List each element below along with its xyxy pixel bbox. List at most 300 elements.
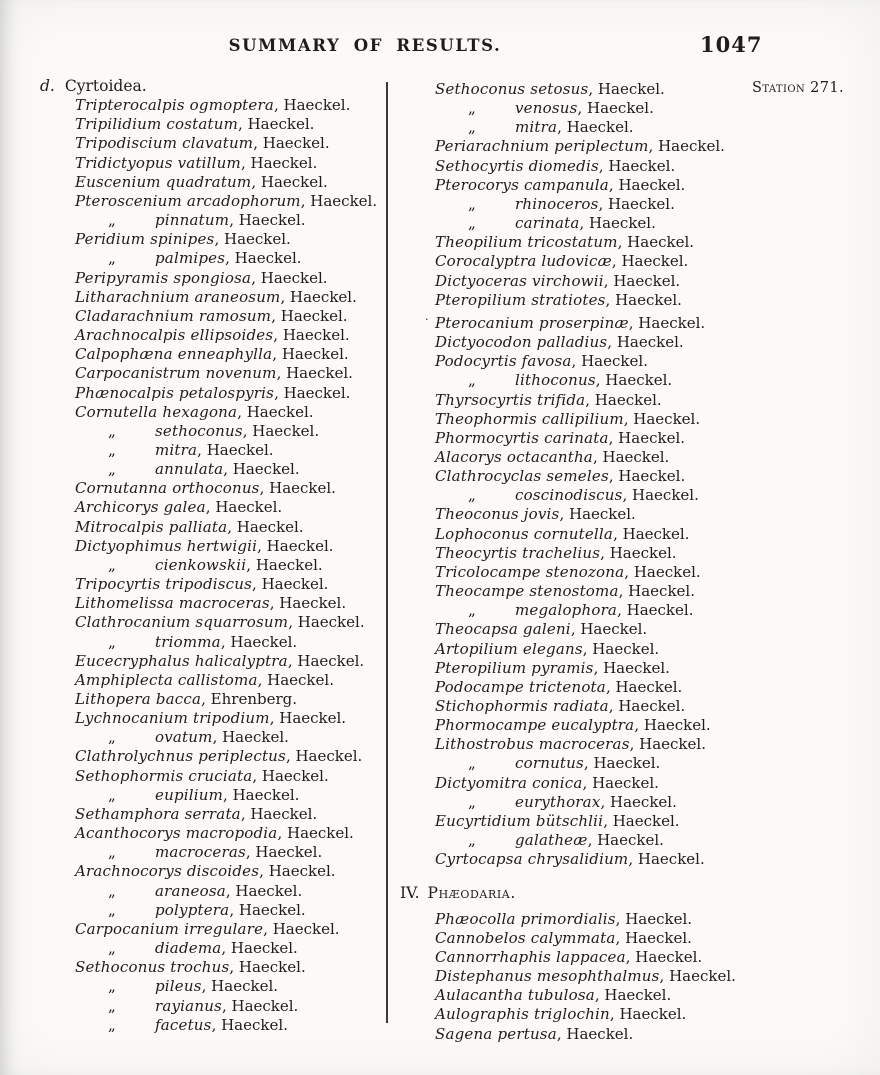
species-name: Lophoconus cornutella bbox=[435, 524, 614, 543]
species-name: araneosa bbox=[155, 881, 226, 900]
species-entry bbox=[400, 429, 800, 448]
species-name: Eucyrtidium bütschlii bbox=[435, 811, 604, 830]
species-name: Clathrocyclas semeles bbox=[435, 467, 609, 486]
species-entry bbox=[40, 173, 385, 192]
section-numeral: IV. bbox=[400, 884, 420, 903]
species-author: , Haeckel. bbox=[287, 651, 365, 670]
species-name: Tripterocalpis ogmoptera bbox=[75, 96, 274, 115]
species-entry bbox=[400, 505, 800, 524]
species-author: , Haeckel. bbox=[659, 967, 736, 986]
species-author: , Haeckel. bbox=[579, 214, 656, 233]
ditto-mark: „ bbox=[108, 249, 116, 268]
species-entry bbox=[40, 192, 385, 211]
species-entry bbox=[40, 671, 385, 690]
ditto-mark: „ bbox=[108, 728, 116, 747]
species-name: galatheæ bbox=[515, 831, 588, 850]
species-author: , Haeckel. bbox=[229, 958, 306, 977]
species-author: , Haeckel. bbox=[237, 402, 314, 421]
species-author: , Haeckel. bbox=[271, 306, 348, 325]
species-name: Arachnocalpis ellipsoides bbox=[75, 326, 274, 345]
species-entry bbox=[400, 252, 800, 271]
species-entry bbox=[40, 518, 385, 537]
species-author: , Haeckel. bbox=[624, 562, 701, 581]
species-entry bbox=[400, 80, 800, 99]
species-entry bbox=[400, 659, 800, 678]
species-name: Pteropilium pyramis bbox=[435, 658, 594, 677]
species-entry bbox=[400, 986, 800, 1005]
species-author: , Haeckel. bbox=[240, 153, 318, 172]
species-author: , Haeckel. bbox=[251, 268, 328, 287]
species-author: , Haeckel. bbox=[242, 421, 320, 440]
species-name: Lithomelissa macroceras bbox=[75, 594, 270, 613]
species-author: , Haeckel. bbox=[559, 505, 636, 524]
species-author: , Haeckel. bbox=[197, 440, 274, 459]
ditto-mark: „ bbox=[108, 421, 116, 440]
ditto-mark: „ bbox=[468, 754, 476, 773]
species-name: lithoconus bbox=[515, 371, 596, 390]
species-author: , Haeckel. bbox=[593, 658, 670, 677]
species-entry bbox=[400, 967, 800, 986]
species-author: , Haeckel. bbox=[629, 735, 706, 754]
species-entry bbox=[40, 767, 385, 786]
ditto-mark: „ bbox=[468, 831, 476, 850]
species-name: Podocyrtis favosa bbox=[435, 352, 572, 371]
species-name: Sagena pertusa bbox=[435, 1024, 557, 1043]
species-author: , Haeckel. bbox=[246, 555, 323, 574]
species-name: polyptera bbox=[155, 900, 230, 919]
species-entry bbox=[400, 176, 800, 195]
species-name: Cannobelos calymmata bbox=[435, 928, 616, 947]
species-entry bbox=[400, 272, 800, 291]
ditto-mark: „ bbox=[108, 939, 116, 958]
species-author: , Haeckel. bbox=[618, 582, 695, 601]
species-author: , Haeckel. bbox=[274, 96, 351, 115]
species-name: Stichophormis radiata bbox=[435, 697, 609, 715]
species-name: Lychnocanium tripodium bbox=[75, 709, 270, 728]
species-author: , Haeckel. bbox=[598, 156, 676, 175]
species-author: , Haeckel. bbox=[607, 333, 684, 352]
species-author: , Haeckel. bbox=[628, 850, 705, 869]
species-name: Phormocyrtis carinata bbox=[435, 428, 609, 447]
species-name: Theocampe stenostoma bbox=[435, 582, 619, 601]
species-author: , Haeckel. bbox=[594, 986, 672, 1005]
species-name: Clathrolychnus periplectus bbox=[75, 747, 286, 766]
ditto-mark: „ bbox=[108, 440, 116, 459]
species-name: Tridictyopus vatillum bbox=[75, 153, 241, 172]
species-name: pileus bbox=[155, 977, 202, 996]
species-author: , Haeckel. bbox=[269, 709, 347, 728]
species-name: Theocapsa galeni bbox=[435, 620, 571, 639]
species-author: , Haeckel. bbox=[257, 670, 334, 689]
species-entry bbox=[40, 977, 385, 996]
species-name: Alacorys octacantha bbox=[435, 447, 593, 466]
section-heading-cyrtoidea bbox=[40, 77, 385, 96]
species-name: annulata bbox=[155, 460, 224, 479]
species-entry bbox=[400, 467, 800, 486]
page-header-title: SUMMARY OF RESULTS. bbox=[228, 36, 502, 55]
species-author: , Haeckel. bbox=[263, 919, 340, 938]
section-title: Phæodaria. bbox=[427, 884, 516, 903]
species-name: Aulographis triglochin bbox=[435, 1005, 610, 1024]
species-name: Dictyomitra conica bbox=[435, 773, 583, 792]
ditto-mark: „ bbox=[108, 460, 116, 479]
species-author: , Haeckel. bbox=[582, 773, 659, 792]
species-name: Pterocorys campanula bbox=[435, 175, 609, 194]
species-entry bbox=[400, 391, 800, 410]
species-author: , Haeckel. bbox=[557, 118, 634, 137]
species-entry bbox=[40, 920, 385, 939]
species-entry bbox=[40, 249, 385, 268]
species-author: , Haeckel. bbox=[276, 364, 353, 383]
species-author: , Haeckel. bbox=[223, 460, 300, 479]
species-author: , Haeckel. bbox=[615, 928, 692, 947]
species-author: , Haeckel. bbox=[225, 249, 302, 268]
species-entry bbox=[40, 633, 385, 652]
species-entry bbox=[400, 195, 800, 214]
species-entry bbox=[40, 997, 385, 1016]
species-entry bbox=[40, 211, 385, 230]
species-entry bbox=[400, 774, 800, 793]
species-name: Pteroscenium arcadophorum bbox=[75, 191, 301, 210]
species-name: ovatum bbox=[155, 728, 213, 747]
species-name: Cornutella hexagona bbox=[75, 402, 238, 421]
species-name: rayianus bbox=[155, 996, 222, 1015]
species-entry bbox=[400, 99, 800, 118]
ditto-mark: „ bbox=[468, 601, 476, 620]
species-name: Theopilium tricostatum bbox=[435, 233, 618, 252]
species-author: , Haeckel. bbox=[300, 191, 378, 210]
species-entry bbox=[40, 556, 385, 575]
species-entry bbox=[400, 697, 800, 716]
ditto-mark: „ bbox=[108, 1015, 116, 1034]
species-name: Cannorrhaphis lappacea bbox=[435, 947, 626, 966]
species-entry bbox=[400, 310, 800, 333]
species-author: , Haeckel. bbox=[608, 428, 686, 447]
species-author: , Haeckel. bbox=[582, 639, 660, 658]
species-name: eupilium bbox=[155, 785, 224, 804]
species-entry bbox=[40, 843, 385, 862]
ditto-mark: „ bbox=[108, 632, 116, 651]
species-author: , Haeckel. bbox=[238, 115, 315, 134]
species-entry bbox=[40, 652, 385, 671]
species-entry bbox=[40, 882, 385, 901]
species-author: , Haeckel. bbox=[605, 290, 682, 309]
species-name: Arachnocorys discoides bbox=[75, 862, 260, 881]
species-entry bbox=[400, 352, 800, 371]
species-entry bbox=[40, 345, 385, 364]
species-entry bbox=[40, 901, 385, 920]
ditto-mark: „ bbox=[108, 996, 116, 1015]
species-name: Pteropilium stratiotes bbox=[435, 290, 606, 309]
species-name: Lithopera bacca bbox=[75, 690, 202, 708]
ditto-mark: „ bbox=[468, 792, 476, 811]
ditto-mark: „ bbox=[468, 118, 476, 137]
species-entry bbox=[400, 1005, 800, 1024]
species-entry bbox=[400, 601, 800, 620]
species-author: , Haeckel. bbox=[605, 677, 683, 696]
ditto-mark: „ bbox=[108, 881, 116, 900]
species-name: Lithostrobus macroceras bbox=[435, 735, 630, 754]
species-entry bbox=[40, 269, 385, 288]
species-entry bbox=[40, 537, 385, 556]
species-name: pinnatum bbox=[155, 211, 230, 230]
ditto-mark: „ bbox=[108, 843, 116, 862]
species-author: , Haeckel. bbox=[625, 947, 703, 966]
species-name: Cornutanna orthoconus bbox=[75, 479, 260, 498]
species-name: megalophora bbox=[515, 601, 618, 620]
species-author: , Haeckel. bbox=[577, 99, 654, 118]
species-name: Corocalyptra ludovicæ bbox=[435, 252, 612, 271]
species-name: Litharachnium araneosum bbox=[75, 287, 281, 306]
species-entry bbox=[40, 422, 385, 441]
species-name: Clathrocanium squarrosum bbox=[75, 613, 289, 632]
species-author: , Haeckel. bbox=[251, 172, 328, 191]
species-name: Carpocanistrum novenum bbox=[75, 364, 277, 383]
species-entry bbox=[40, 805, 385, 824]
species-entry bbox=[400, 948, 800, 967]
species-name: palmipes bbox=[155, 249, 226, 268]
left-column bbox=[40, 77, 385, 1035]
species-entry bbox=[400, 410, 800, 429]
species-author: , Haeckel. bbox=[277, 824, 354, 843]
species-author: , Haeckel. bbox=[269, 594, 347, 613]
species-entry bbox=[40, 498, 385, 517]
species-author: , Haeckel. bbox=[570, 620, 648, 639]
species-name: Tripodiscium clavatum bbox=[75, 134, 254, 153]
species-entry bbox=[400, 929, 800, 948]
species-author: , Haeckel. bbox=[585, 390, 662, 409]
species-entry bbox=[400, 1025, 800, 1044]
species-name: Cladarachnium ramosum bbox=[75, 306, 272, 325]
ditto-mark: „ bbox=[468, 486, 476, 505]
ditto-mark: „ bbox=[108, 785, 116, 804]
right-column bbox=[400, 80, 800, 1044]
species-entry bbox=[400, 291, 800, 310]
species-entry bbox=[400, 137, 800, 156]
species-author: , Haeckel. bbox=[592, 447, 670, 466]
species-name: rhinoceros bbox=[515, 194, 599, 213]
species-entry bbox=[400, 620, 800, 639]
species-name: venosus bbox=[515, 99, 578, 118]
species-author: , Haeckel. bbox=[257, 536, 334, 555]
station-margin-note: Station 271. bbox=[752, 80, 844, 96]
species-list-left bbox=[40, 96, 385, 1035]
species-entry bbox=[40, 747, 385, 766]
species-entry bbox=[40, 154, 385, 173]
species-author: , Haeckel. bbox=[634, 716, 711, 735]
species-entry bbox=[40, 326, 385, 345]
species-name: triomma bbox=[155, 632, 221, 651]
species-name: Theophormis callipilium bbox=[435, 409, 624, 428]
species-entry bbox=[400, 640, 800, 659]
species-author: , Haeckel. bbox=[587, 831, 664, 850]
species-author: , Haeckel. bbox=[556, 1024, 634, 1043]
species-name: Carpocanium irregulare bbox=[75, 919, 264, 938]
species-entry bbox=[400, 716, 800, 735]
species-entry bbox=[400, 333, 800, 352]
ditto-mark: „ bbox=[468, 99, 476, 118]
species-entry bbox=[40, 307, 385, 326]
species-author: , Haeckel. bbox=[617, 233, 695, 252]
species-author: , Ehrenberg. bbox=[201, 690, 298, 708]
species-entry bbox=[40, 403, 385, 422]
species-author: , Haeckel. bbox=[240, 804, 318, 823]
species-name: Peridium spinipes bbox=[75, 230, 215, 249]
species-entry bbox=[400, 525, 800, 544]
species-author: , Haeckel. bbox=[598, 194, 675, 213]
species-name: Cyrtocapsa chrysalidium bbox=[435, 850, 629, 869]
species-name: Tricolocampe stenozona bbox=[435, 562, 625, 581]
species-entry bbox=[400, 544, 800, 563]
species-entry bbox=[40, 460, 385, 479]
species-name: Theocyrtis trachelius bbox=[435, 543, 601, 562]
species-name: Sethophormis cruciata bbox=[75, 766, 253, 785]
species-name: Thyrsocyrtis trifida bbox=[435, 390, 586, 409]
species-author: , Haeckel. bbox=[253, 134, 330, 153]
species-author: , Haeckel. bbox=[623, 409, 701, 428]
species-name: mitra bbox=[515, 118, 558, 137]
species-entry bbox=[400, 448, 800, 467]
section-heading-phaeodaria bbox=[400, 884, 800, 903]
species-author: , Haeckel. bbox=[609, 1005, 687, 1024]
ditto-mark: „ bbox=[108, 211, 116, 230]
species-name: macroceras bbox=[155, 843, 246, 862]
species-entry bbox=[40, 364, 385, 383]
species-entry bbox=[40, 230, 385, 249]
species-author: , Haeckel. bbox=[201, 977, 279, 996]
species-name: Phormocampe eucalyptra bbox=[435, 716, 635, 735]
species-entry bbox=[40, 862, 385, 881]
species-name: Dictyocodon palladius bbox=[435, 333, 608, 352]
species-entry bbox=[400, 582, 800, 601]
species-author: , Haeckel. bbox=[617, 601, 694, 620]
species-author: , Haeckel. bbox=[274, 383, 351, 402]
species-author: , Haeckel. bbox=[608, 175, 686, 194]
species-name: Archicorys galea bbox=[75, 498, 206, 517]
species-name: Dictyoceras virchowii bbox=[435, 271, 604, 290]
species-author: , Haeckel. bbox=[595, 371, 673, 390]
species-name: Eucecryphalus halicalyptra bbox=[75, 651, 288, 670]
species-entry bbox=[40, 115, 385, 134]
species-entry bbox=[400, 910, 800, 929]
species-name: Sethoconus setosus bbox=[435, 80, 589, 98]
section-title: Cyrtoidea. bbox=[64, 77, 147, 95]
species-entry bbox=[400, 735, 800, 754]
species-author: , Haeckel. bbox=[600, 792, 677, 811]
species-author: , Haeckel. bbox=[285, 747, 363, 766]
species-author: , Haeckel. bbox=[225, 881, 303, 900]
species-author: , Haeckel. bbox=[648, 137, 725, 156]
ditto-mark: „ bbox=[108, 900, 116, 919]
species-entry bbox=[40, 728, 385, 747]
species-entry bbox=[400, 754, 800, 773]
species-author: , Haeckel. bbox=[229, 900, 306, 919]
species-name: Sethocyrtis diomedis bbox=[435, 156, 599, 175]
species-name: Artopilium elegans bbox=[435, 639, 583, 658]
species-name: Podocampe trictenota bbox=[435, 677, 606, 696]
species-name: Mitrocalpis palliata bbox=[75, 517, 228, 536]
species-name: eurythorax bbox=[515, 792, 601, 811]
species-entry bbox=[400, 371, 800, 390]
species-name: carinata bbox=[515, 214, 580, 233]
ditto-mark: „ bbox=[468, 194, 476, 213]
species-name: cornutus bbox=[515, 754, 584, 773]
species-name: Distephanus mesophthalmus bbox=[435, 967, 660, 986]
species-entry bbox=[40, 594, 385, 613]
species-entry bbox=[40, 96, 385, 115]
species-entry bbox=[400, 118, 800, 137]
species-name: Phænocalpis petalospyris bbox=[75, 383, 275, 402]
species-name: Phæocolla primordialis bbox=[435, 909, 616, 928]
species-author: , Haeckel. bbox=[221, 996, 299, 1015]
species-author: , Haeckel. bbox=[280, 287, 357, 306]
species-author: , Haeckel. bbox=[600, 543, 677, 562]
species-entry bbox=[40, 441, 385, 460]
species-author: , Haeckel. bbox=[613, 524, 690, 543]
species-name: Amphiplecta callistoma bbox=[75, 670, 258, 689]
species-name: Euscenium quadratum bbox=[75, 172, 252, 191]
species-entry bbox=[400, 486, 800, 505]
species-author: , Haeckel. bbox=[628, 313, 706, 332]
species-name: diadema bbox=[155, 939, 222, 958]
species-entry bbox=[400, 157, 800, 176]
species-author: , Haeckel. bbox=[227, 517, 304, 536]
species-author: , Haeckel. bbox=[273, 326, 350, 345]
species-entry bbox=[40, 1016, 385, 1035]
species-author: , Haeckel. bbox=[571, 352, 648, 371]
species-entry bbox=[40, 575, 385, 594]
species-entry bbox=[40, 134, 385, 153]
column-divider-rule bbox=[386, 82, 388, 1023]
species-name: cienkowskii bbox=[155, 555, 247, 574]
species-name: sethoconus bbox=[155, 421, 243, 440]
species-name: Theoconus jovis bbox=[435, 505, 560, 524]
species-list-right bbox=[400, 80, 800, 869]
species-entry bbox=[40, 786, 385, 805]
species-name: Sethamphora serrata bbox=[75, 804, 241, 823]
species-list-phaeodaria bbox=[400, 910, 800, 1044]
species-name: Tripocyrtis tripodiscus bbox=[75, 575, 253, 594]
species-entry bbox=[400, 812, 800, 831]
species-name: facetus bbox=[155, 1015, 212, 1034]
species-entry bbox=[400, 793, 800, 812]
species-name: Acanthocorys macropodia bbox=[75, 824, 278, 843]
species-author: , Haeckel. bbox=[272, 345, 349, 364]
species-author: , Haeckel. bbox=[288, 613, 365, 632]
species-author: , Haeckel. bbox=[220, 632, 298, 651]
species-author: , Haeckel. bbox=[205, 498, 283, 517]
species-entry bbox=[40, 613, 385, 632]
species-name: Aulacantha tubulosa bbox=[435, 986, 595, 1005]
species-name: coscinodiscus bbox=[515, 486, 623, 505]
species-author: , Haeckel. bbox=[588, 80, 665, 98]
species-entry bbox=[400, 850, 800, 869]
species-entry bbox=[40, 288, 385, 307]
species-name: Dictyophimus hertwigii bbox=[75, 536, 258, 555]
species-author: , Haeckel. bbox=[252, 575, 329, 594]
species-entry bbox=[400, 233, 800, 252]
species-entry bbox=[40, 690, 385, 709]
species-author: , Haeckel. bbox=[608, 467, 686, 486]
species-name: Tripilidium costatum bbox=[75, 115, 239, 134]
species-name: Periarachnium periplectum bbox=[435, 137, 649, 156]
ditto-mark: „ bbox=[468, 214, 476, 233]
species-name: mitra bbox=[155, 440, 198, 459]
species-author: , Haeckel. bbox=[608, 697, 686, 715]
species-entry bbox=[40, 384, 385, 403]
species-name: Pterocanium proserpinæ bbox=[435, 313, 629, 332]
ditto-mark: „ bbox=[108, 555, 116, 574]
